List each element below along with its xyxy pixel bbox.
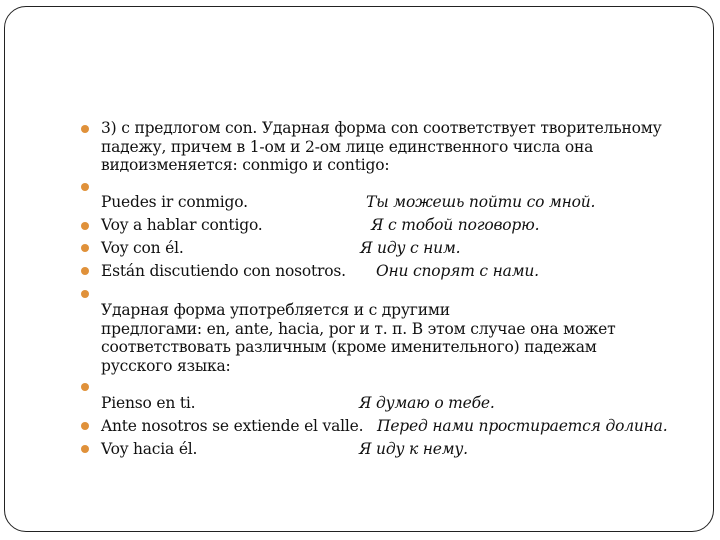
bullet-icon	[80, 243, 90, 253]
bullet-icon	[80, 289, 90, 299]
example-russian: Перед нами простирается долина.	[377, 417, 668, 435]
example-spanish: Voy a hablar contigo.	[101, 216, 263, 234]
example-russian: Ты можешь пойти со мной.	[366, 193, 596, 211]
bullet-icon	[80, 421, 90, 431]
note-line: русского языка:	[101, 356, 231, 375]
bullet-icon	[80, 382, 90, 392]
note-paragraph	[101, 301, 616, 375]
example-russian: Я иду с ним.	[360, 239, 461, 257]
example-spanish: Pienso en ti.	[101, 394, 196, 412]
example-spanish: Ante nosotros se extiende el valle.	[101, 417, 364, 435]
intro-paragraph	[101, 119, 662, 175]
intro-line: видоизменяется: conmigo и contigo:	[101, 156, 390, 174]
intro-line: падежу, причем в 1-ом и 2-ом лице единственного числа она	[101, 137, 594, 156]
bullet-icon	[80, 124, 90, 134]
example-spanish: Están discutiendo con nosotros.	[101, 262, 346, 280]
bullet-icon	[80, 221, 90, 231]
bullet-icon	[80, 444, 90, 454]
intro-line: 3) с предлогом con. Ударная форма con соответствует творительному	[101, 119, 662, 137]
example-spanish: Voy hacia él.	[101, 440, 198, 458]
note-line: Ударная форма употребляется и с другими	[101, 301, 450, 319]
example-russian: Они спорят с нами.	[376, 262, 539, 280]
example-russian: Я с тобой поговорю.	[371, 216, 540, 234]
bullet-icon	[80, 182, 90, 192]
bullet-icon	[80, 266, 90, 276]
example-russian: Я думаю о тебе.	[359, 394, 495, 412]
note-line: соответствовать различным (кроме именительного) падежам	[101, 338, 597, 356]
note-line: предлогами: en, ante, hacia, por и т. п. В этом случае она может	[101, 319, 616, 338]
example-spanish: Puedes ir conmigo.	[101, 193, 248, 211]
example-russian: Я иду к нему.	[359, 440, 468, 458]
example-spanish: Voy con él.	[101, 239, 184, 257]
